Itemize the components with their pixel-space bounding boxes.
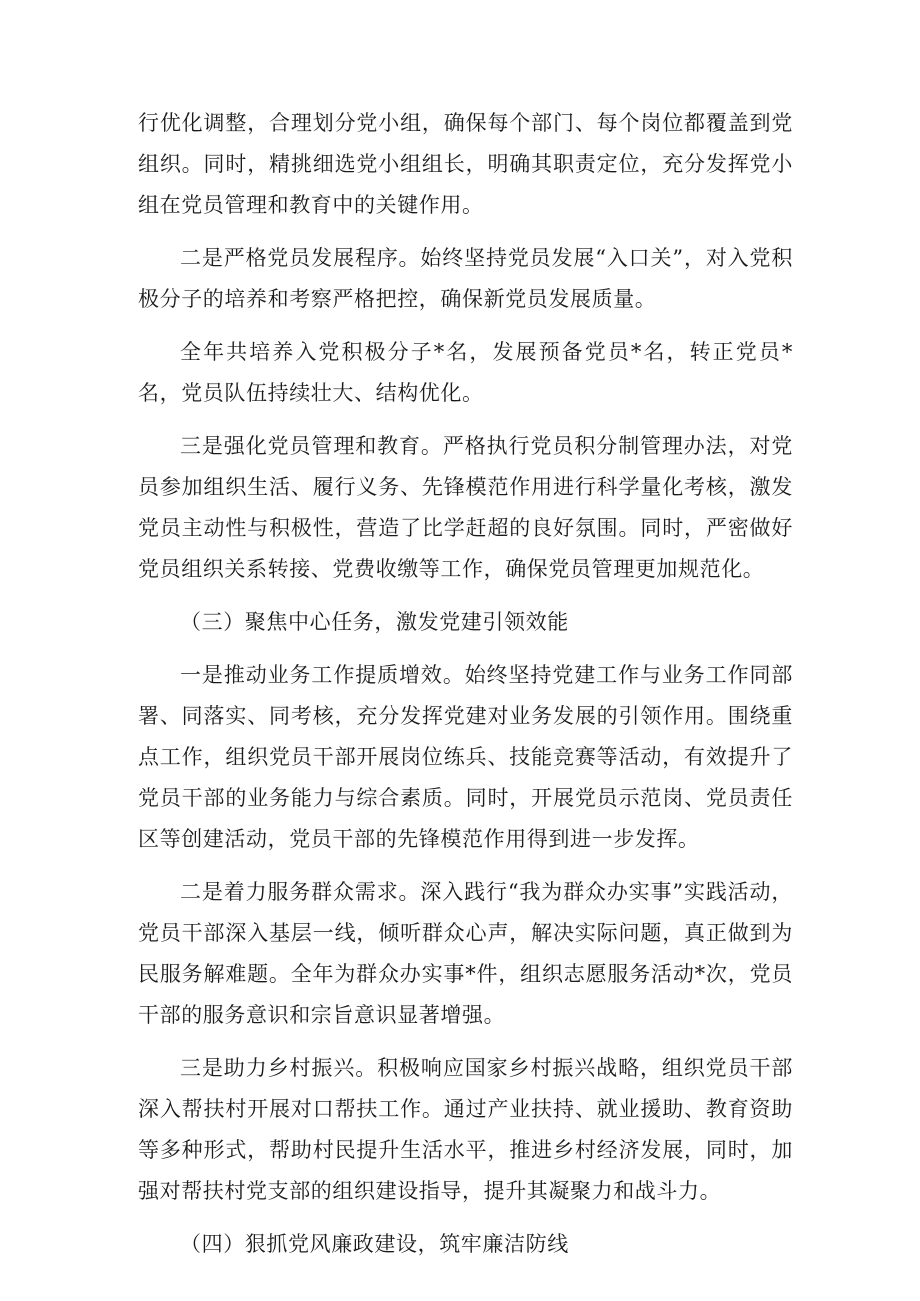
paragraph-serve-masses: 二是着力服务群众需求。深入践行“我为群众办实事”实践活动，党员干部深入基层一线，倾听群众心声，解决实际问题，真正做到为民服务解难题。全年为群众办实事*件，组织志愿服务活动*次，党员干部的服务意识和宗旨意识显著增强。 bbox=[138, 880, 793, 1027]
section-heading-4: （四）狠抓党风廉政建设，筑牢廉洁防线 bbox=[180, 1232, 569, 1256]
paragraph-strict-development: 二是严格党员发展程序。始终坚持党员发展“入口关”，对入党积极分子的培养和考察严格把控，确保新党员发展质量。 bbox=[138, 246, 793, 311]
document-body bbox=[138, 103, 793, 1277]
paragraph-rural-revitalization: 三是助力乡村振兴。积极响应国家乡村振兴战略，组织党员干部深入帮扶村开展对口帮扶工作。通过产业扶持、就业援助、教育资助等多种形式，帮助村民提升生活水平，推进乡村经济发展，同时，加强对帮扶村党支部的组织建设指导，提升其凝聚力和战斗力。 bbox=[138, 1056, 793, 1203]
paragraph-continuation: 行优化调整，合理划分党小组，确保每个部门、每个岗位都覆盖到党组织。同时，精挑细选党小组组长，明确其职责定位，充分发挥党小组在党员管理和教育中的关键作用。 bbox=[138, 111, 793, 217]
section-heading-3: （三）聚焦中心任务，激发党建引领效能 bbox=[180, 610, 569, 634]
paragraph-business-quality: 一是推动业务工作提质增效。始终坚持党建工作与业务工作同部署、同落实、同考核，充分发挥党建对业务发展的引领作用。围绕重点工作，组织党员干部开展岗位练兵、技能竞赛等活动，有效提升了党员干部的业务能力与综合素质。同时，开展党员示范岗、党员责任区等创建活动，党员干部的先锋模范作用得到进一步发挥。 bbox=[138, 663, 793, 851]
paragraph-management-education: 三是强化党员管理和教育。严格执行党员积分制管理办法，对党员参加组织生活、履行义务、先锋模范作用进行科学量化考核，激发党员主动性与积极性，营造了比学赶超的良好氛围。同时，严密做好党员组织关系转接、党费收缴等工作，确保党员管理更加规范化。 bbox=[138, 434, 793, 581]
paragraph-annual-stats: 全年共培养入党积极分子*名，发展预备党员*名，转正党员*名，党员队伍持续壮大、结构优化。 bbox=[138, 340, 793, 405]
